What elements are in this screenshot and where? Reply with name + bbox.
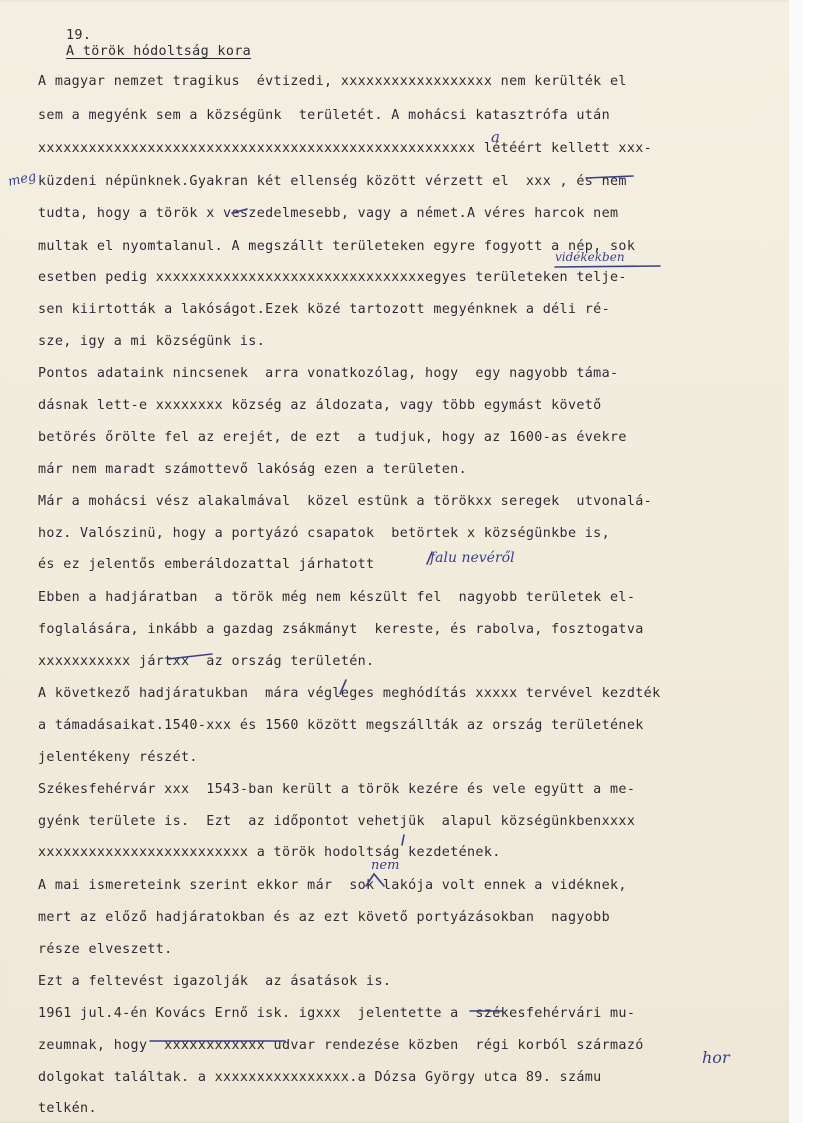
text-line: Ebben a hadjáratban a török még nem készült fel nagyobb területek el-	[38, 590, 636, 605]
strike-through-mark	[232, 209, 247, 213]
text-line: multak el nyomtalanul. A megszállt területeken egyre fogyott a nép, sok	[38, 239, 636, 254]
text-line: Már a mohácsi vész alakalmával közel estünk a törökxx seregek utvonalá-	[38, 494, 653, 509]
insertion-caret-mark	[427, 552, 432, 564]
text-line: gyénk területe is. Ezt az időpontot vehetjük alapul községünkbenxxxx	[38, 814, 636, 829]
text-line: 1961 jul.4-én Kovács Ernő isk. igxxx jelentette a székesfehérvári mu-	[38, 1006, 636, 1021]
insertion-caret-mark	[340, 680, 346, 694]
text-line: jelentékeny részét.	[38, 750, 198, 765]
text-line: zeumnak, hogy xxxxxxxxxxxx udvar rendezése közben régi korból származó	[38, 1038, 644, 1053]
text-line: a támadásaikat.1540-xxx és 1560 között megszállták az ország területének	[38, 718, 644, 733]
text-line: Ezt a feltevést igazolják az ásatások is.	[38, 974, 392, 989]
handwritten-annotation: hor	[702, 1048, 730, 1067]
text-line: esetben pedig xxxxxxxxxxxxxxxxxxxxxxxxxxxxxxxxegyes területeken telje-	[38, 270, 627, 285]
insertion-caret-mark	[402, 835, 404, 845]
text-line: tudta, hogy a török x veszedelmesebb, vagy a német.A véres harcok nem	[38, 206, 619, 221]
text-line: betörés őrölte fel az erejét, de ezt a tudjuk, hogy az 1600-as évekre	[38, 430, 627, 445]
strike-through-mark	[586, 176, 633, 178]
handwritten-annotation: nem	[371, 858, 400, 873]
text-line: küzdeni népünknek.Gyakran két ellenség között vérzett el xxx , és nem	[38, 174, 627, 189]
text-line: sem a megyénk sem a községünk területét. A mohácsi katasztrófa után	[38, 108, 611, 123]
text-line: mert az előző hadjáratokban és az ezt követő portyázásokban nagyobb	[38, 910, 611, 925]
handwritten-annotation: a	[491, 128, 500, 146]
text-line: xxxxxxxxxxxxxxxxxxxxxxxxxxxxxxxxxxxxxxxxxxxxxxxxxxxx létéért kellett xxx-	[38, 141, 653, 156]
text-line: Pontos adataink nincsenek arra vonatkozólag, hogy egy nagyobb táma-	[38, 366, 619, 381]
strike-through-mark	[555, 266, 660, 267]
text-line: sen kiirtották a lakóságot.Ezek közé tartozott megyénknek a déli ré-	[38, 302, 611, 317]
page-number: 19.	[66, 28, 92, 43]
handwritten-annotation: meg	[6, 169, 38, 190]
text-line: foglalására, inkább a gazdag zsákmányt kereste, és rabolva, fosztogatva	[38, 622, 644, 637]
handwritten-annotation: falu nevéről	[430, 550, 515, 566]
text-line: telkén.	[38, 1101, 97, 1116]
text-line: A magyar nemzet tragikus évtizedi, xxxxxxxxxxxxxxxxxx nem kerülték el	[38, 74, 627, 89]
text-line: Székesfehérvár xxx 1543-ban került a török kezére és vele együtt a me-	[38, 782, 636, 797]
text-line: xxxxxxxxxxxxxxxxxxxxxxxxx a török hodoltság kezdetének.	[38, 845, 501, 860]
handwritten-annotation: vidékekben	[555, 250, 625, 264]
text-line: már nem maradt számottevő lakóság ezen a területen.	[38, 462, 468, 477]
text-line: A következő hadjáratukban mára végleges meghódítás xxxxx tervével kezdték	[38, 686, 661, 701]
text-line: és ez jelentős emberáldozattal járhatott	[38, 557, 375, 572]
text-line: dolgokat találtak. a xxxxxxxxxxxxxxxx.a Dózsa György utca 89. számu	[38, 1070, 602, 1085]
text-line: xxxxxxxxxxx jártxx az ország területén.	[38, 654, 375, 669]
strike-through-mark	[168, 654, 212, 659]
text-line: A mai ismereteink szerint ekkor már sok lakója volt ennek a vidéknek,	[38, 878, 627, 893]
text-line: része elveszett.	[38, 942, 173, 957]
insertion-caret-mark	[366, 874, 384, 886]
text-line: dásnak lett-e xxxxxxxx község az áldozata, vagy több egymást követő	[38, 398, 602, 413]
text-line: hoz. Valószinü, hogy a portyázó csapatok betörtek x községünkbe is,	[38, 526, 611, 541]
text-line: sze, igy a mi községünk is.	[38, 334, 266, 349]
document-title: A török hódoltság kora	[66, 44, 252, 59]
